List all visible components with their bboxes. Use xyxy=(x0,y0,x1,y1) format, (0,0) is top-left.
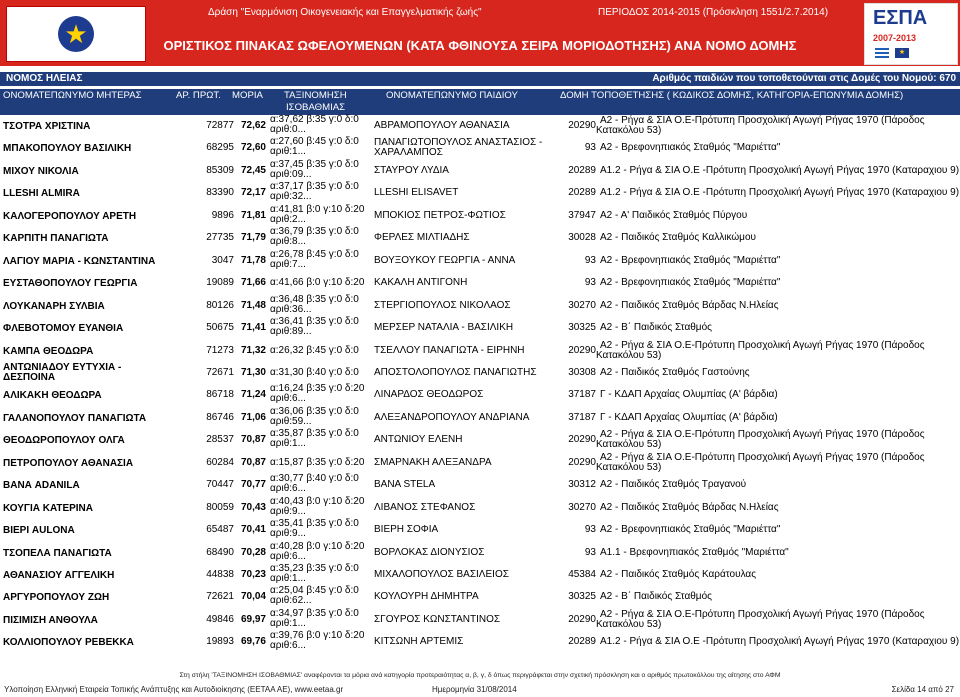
mother-name: ΒΑΝΑ ADANILA xyxy=(3,480,80,492)
table-row xyxy=(0,225,960,247)
mother-name: ΓΑΛΑΝΟΠΟΥΛΟΥ ΠΑΝΑΓΙΩΤΑ xyxy=(3,412,147,424)
eu-flag-icon: ★ xyxy=(895,48,909,58)
score: 70,41 xyxy=(240,524,266,536)
child-name: ΑΠΟΣΤΟΛΟΠΟΥΛΟΣ ΠΑΝΑΓΙΩΤΗΣ xyxy=(374,366,537,378)
tie-break-id: αριθ:62... xyxy=(270,595,312,607)
protocol-number: 65487 xyxy=(206,524,234,536)
structure-code: 20289 xyxy=(568,187,596,199)
child-name: ΑΝΤΩΝΙΟΥ ΕΛΕΝΗ xyxy=(374,434,463,446)
table-header xyxy=(0,89,960,115)
eu-emblem-logo xyxy=(6,6,146,62)
protocol-number: 60284 xyxy=(206,456,234,468)
table-row xyxy=(0,270,960,292)
tie-break-points: α:37,62 β:35 γ:0 δ:0 xyxy=(270,114,359,125)
tie-break-id: αριθ:6... xyxy=(270,640,306,652)
score: 71,30 xyxy=(240,366,266,378)
page-title: ΟΡΙΣΤΙΚΟΣ ΠΙΝΑΚΑΣ ΩΦΕΛΟΥΜΕΝΩΝ (ΚΑΤΑ ΦΘΙΝΟΥΣΑ ΣΕΙΡΑ ΜΟΡΙΟΔΟΤΗΣΗΣ) ΑΝΑ ΝΟΜΟ ΔΟΜΗΣ xyxy=(163,38,797,53)
page-footer xyxy=(0,684,960,697)
structure-code: 93 xyxy=(584,546,596,558)
child-name: ΜΕΡΣΕΡ ΝΑΤΑΛΙΑ - ΒΑΣΙΛΙΚΗ xyxy=(374,322,514,334)
score: 71,81 xyxy=(240,209,266,221)
child-name: ΣΜΑΡΝΑΚΗ ΑΛΕΞΑΝΔΡΑ xyxy=(374,456,492,468)
structure-code: 93 xyxy=(584,254,596,266)
child-name: ΒΑΝΑ STELA xyxy=(374,479,436,491)
structure-name: Α1.2 - Ρήγα & ΣΙΑ Ο.Ε -Πρότυπη Προσχολική Αγωγή Ρήγας 1970 (Καταραχιου 9) xyxy=(600,636,960,648)
structure-name: Α2 - Ρήγα & ΣΙΑ Ο.Ε-Πρότυπη Προσχολική Αγωγή Ρήγας 1970 (Πάροδος xyxy=(600,339,925,351)
child-name: ΑΒΡΑΜΟΠΟΥΛΟΥ ΑΘΑΝΑΣΙΑ xyxy=(374,120,510,131)
structure-name: Α2 - Ρήγα & ΣΙΑ Ο.Ε-Πρότυπη Προσχολική Αγωγή Ρήγας 1970 (Πάροδος xyxy=(600,429,925,441)
score: 70,87 xyxy=(240,456,266,468)
tie-break-points: α:31,30 β:40 γ:0 δ:0 xyxy=(270,366,359,378)
mother-name: ΚΟΥΓΙΑ ΚΑΤΕΡΙΝΑ xyxy=(3,502,94,514)
structure-name: Α2 - Παιδικός Σταθμός Βάρδας Ν.Ηλείας xyxy=(600,299,779,311)
structure-code: 37187 xyxy=(568,411,596,423)
mother-name: ΑΝΤΩΝΙΑΔΟΥ ΕΥΤΥΧΙΑ - xyxy=(3,361,122,373)
table-row xyxy=(0,607,960,629)
structure-name: Α2 - Ρήγα & ΣΙΑ Ο.Ε-Πρότυπη Προσχολική Αγωγή Ρήγας 1970 (Πάροδος xyxy=(600,451,925,463)
table-row xyxy=(0,338,960,360)
espa-logo xyxy=(864,3,958,65)
protocol-number: 86746 xyxy=(206,411,234,423)
table-row xyxy=(0,315,960,337)
structure-name: Α2 - Βρεφονηπιακός Σταθμός "Μαριέττα" xyxy=(600,277,781,289)
protocol-number: 19089 xyxy=(206,277,234,289)
table-row xyxy=(0,405,960,427)
structure-code: 37187 xyxy=(568,389,596,401)
structure-code: 20289 xyxy=(568,164,596,176)
structure-name: Α2 - Παιδικός Σταθμός Καλλικώμου xyxy=(600,232,756,244)
mother-name: ΛΟΥΚΑΝΑΡΗ ΣΥΛΒΙΑ xyxy=(3,300,105,312)
score: 71,79 xyxy=(240,232,266,244)
mother-name: LLESHI ALMIRA xyxy=(3,188,80,200)
child-name-cont: ΧΑΡΑΛΑΜΠΟΣ xyxy=(374,147,443,159)
protocol-number: 44838 xyxy=(206,569,234,580)
structure-name: Α2 - Β΄ Παιδικός Σταθμός xyxy=(600,591,712,603)
structure-code: 93 xyxy=(584,524,596,536)
child-name: ΚΑΚΑΛΗ ΑΝΤΙΓΟΝΗ xyxy=(374,277,468,289)
protocol-number: 68490 xyxy=(206,546,234,558)
col-child: ΟΝΟΜΑΤΕΠΩΝΥΜΟ ΠΑΙΔΙΟΥ xyxy=(386,90,518,101)
mother-name: ΜΠΑΚΟΠΟΥΛΟΥ ΒΑΣΙΛΙΚΗ xyxy=(3,143,132,155)
tie-break-points: α:26,32 β:45 γ:0 δ:0 xyxy=(270,344,359,356)
tie-break-id: αριθ:89... xyxy=(270,326,312,338)
table-row xyxy=(0,540,960,562)
table-row xyxy=(0,584,960,606)
tie-break-points: α:25,04 β:45 γ:0 δ:0 xyxy=(270,585,359,597)
table-row xyxy=(0,203,960,225)
tie-break-id: αριθ:32... xyxy=(270,191,312,203)
footer-date: Ημερομηνία 31/08/2014 xyxy=(432,685,517,694)
table-row xyxy=(0,495,960,517)
tie-break-id: αριθ:9... xyxy=(270,505,306,517)
child-name: ΒΟΡΛΟΚΑΣ ΔΙΟΝΥΣΙΟΣ xyxy=(374,546,485,558)
mother-name: ΦΛΕΒΟΤΟΜΟΥ ΕΥΑΝΘΙΑ xyxy=(3,323,124,335)
protocol-number: 9896 xyxy=(211,209,234,221)
structure-code: 30325 xyxy=(568,591,596,603)
tie-break-points: α:36,06 β:35 γ:0 δ:0 xyxy=(270,405,359,417)
child-name: ΒΙΕΡΗ ΣΟΦΙΑ xyxy=(374,524,439,536)
protocol-number: 70447 xyxy=(206,479,234,491)
mother-name: ΕΥΣΤΑΘΟΠΟΥΛΟΥ ΓΕΩΡΓΙΑ xyxy=(3,278,138,290)
protocol-number: 27735 xyxy=(206,232,234,244)
protocol-number: 49846 xyxy=(206,613,234,625)
table-row xyxy=(0,517,960,539)
tie-break-points: α:35,41 β:35 γ:0 δ:0 xyxy=(270,518,359,530)
mother-name: ΛΑΓΙΟΥ ΜΑΡΙΑ - ΚΩΝΣΤΑΝΤΙΝΑ xyxy=(3,255,156,267)
mother-name: ΑΡΓΥΡΟΠΟΥΛΟΥ ΖΩΗ xyxy=(3,592,110,604)
mother-name: ΠΙΣΙΜΙΣΗ ΑΝΘΟΥΛΑ xyxy=(3,614,98,626)
structure-name: Α2 - Παιδικός Σταθμός Γαστούνης xyxy=(600,366,750,378)
tie-break-id: αριθ:1... xyxy=(270,146,306,158)
score: 71,32 xyxy=(240,344,266,356)
table-row xyxy=(0,382,960,404)
placed-children-count: Αριθμός παιδιών που τοποθετούνται στις Δομές του Νομού: 670 xyxy=(652,73,956,84)
tie-break-id: αριθ:8... xyxy=(270,236,306,248)
mother-name: ΚΑΛΟΓΕΡΟΠΟΥΛΟΥ ΑΡΕΤΗ xyxy=(3,210,137,222)
structure-name: Α2 - Βρεφονηπιακός Σταθμός "Μαριέττα" xyxy=(600,142,781,154)
programme-title: Δράση "Εναρμόνιση Οικογενειακής και Επαγγελματικής ζωής" xyxy=(208,7,482,18)
structure-code: 20290 xyxy=(568,120,596,131)
child-name: ΣΤΕΡΓΙΟΠΟΥΛΟΣ ΝΙΚΟΛΑΟΣ xyxy=(374,299,511,311)
footer-implementer: Υλοποίηση Ελληνική Εταιρεία Τοπικής Ανάπτυξης και Αυτοδιοίκησης (ΕΕΤΑΑ ΑΕ), www.eetaa.gr xyxy=(4,685,344,694)
structure-code: 30270 xyxy=(568,299,596,311)
table-row xyxy=(0,562,960,584)
tie-break-points: α:37,17 β:35 γ:0 δ:0 xyxy=(270,181,359,193)
protocol-number: 71273 xyxy=(206,344,234,356)
structure-name: Α2 - Βρεφονηπιακός Σταθμός "Μαριέττα" xyxy=(600,254,781,266)
tie-break-id: αριθ:2... xyxy=(270,213,306,225)
child-name: ΜΠΟΚΙΟΣ ΠΕΤΡΟΣ-ΦΩΤΙΟΣ xyxy=(374,209,506,221)
child-name: ΣΓΟΥΡΟΣ ΚΩΝΣΤΑΝΤΙΝΟΣ xyxy=(374,613,501,625)
table-row xyxy=(0,248,960,270)
eu-star-icon: ★ xyxy=(58,16,94,52)
table-row xyxy=(0,180,960,202)
tie-break-points: α:15,87 β:35 γ:0 δ:20 xyxy=(270,456,365,468)
child-name: ΚΙΤΣΩΝΗ ΑΡΤΕΜΙΣ xyxy=(374,636,464,648)
table-row xyxy=(0,427,960,449)
structure-name: Γ - ΚΔΑΠ Αρχαίας Ολυμπίας (Α' βάρδια) xyxy=(600,389,778,401)
structure-name: Α2 - Παιδικός Σταθμός Βάρδας Ν.Ηλείας xyxy=(600,501,779,513)
score: 71,24 xyxy=(240,389,266,401)
structure-code: 20289 xyxy=(568,636,596,648)
col-score: ΜΟΡΙΑ xyxy=(232,90,263,101)
tie-break-points: α:27,60 β:45 γ:0 δ:0 xyxy=(270,136,359,148)
tie-break-points: α:35,23 β:35 γ:0 δ:0 xyxy=(270,563,359,574)
period-title: ΠΕΡΙΟΔΟΣ 2014-2015 (Πρόσκληση 1551/2.7.2014) xyxy=(598,7,829,18)
structure-code: 30270 xyxy=(568,501,596,513)
tie-break-points: α:30,77 β:40 γ:0 δ:0 xyxy=(270,473,359,485)
child-name: ΠΑΝΑΓΙΩΤΟΠΟΥΛΟΣ ΑΝΑΣΤΑΣΙΟΣ - xyxy=(374,137,543,149)
child-name: ΤΣΕΛΛΟΥ ΠΑΝΑΓΙΩΤΑ - ΕΙΡΗΝΗ xyxy=(374,344,525,356)
col-mother: ΟΝΟΜΑΤΕΠΩΝΥΜΟ ΜΗΤΕΡΑΣ xyxy=(3,90,142,101)
score: 72,60 xyxy=(240,142,266,154)
protocol-number: 72671 xyxy=(206,366,234,378)
structure-name: Α2 - Παιδικός Σταθμός Καράτουλας xyxy=(600,569,757,580)
table-row xyxy=(0,158,960,180)
col-structure: ΔΟΜΗ ΤΟΠΟΘΕΤΗΣΗΣ ( ΚΩΔΙΚΟΣ ΔΟΜΗΣ, ΚΑΤΗΓΟΡΙΑ-ΕΠΩΝΥΜΙΑ ΔΟΜΗΣ) xyxy=(560,90,904,101)
structure-name: Α2 - Βρεφονηπιακός Σταθμός "Μαριέττα" xyxy=(600,524,781,536)
mother-name: ΘΕΟΔΩΡΟΠΟΥΛΟΥ ΟΛΓΑ xyxy=(3,435,125,447)
protocol-number: 3047 xyxy=(211,254,234,266)
tie-break-points: α:16,24 β:35 γ:0 δ:20 xyxy=(270,383,365,395)
protocol-number: 72877 xyxy=(206,120,234,131)
structure-name: Α1.2 - Ρήγα & ΣΙΑ Ο.Ε -Πρότυπη Προσχολική Αγωγή Ρήγας 1970 (Καταραχιου 9) xyxy=(600,187,960,199)
child-name: ΚΟΥΛΟΥΡΗ ΔΗΜΗΤΡΑ xyxy=(374,591,479,603)
tie-break-id: αριθ:36... xyxy=(270,303,312,315)
score: 72,62 xyxy=(240,120,266,131)
score: 69,76 xyxy=(240,636,266,648)
tie-break-id: αριθ:9... xyxy=(270,528,306,540)
protocol-number: 85309 xyxy=(206,164,234,176)
structure-name: Γ - ΚΔΑΠ Αρχαίας Ολυμπίας (Α' βάρδια) xyxy=(600,411,778,423)
tie-break-points: α:36,41 β:35 γ:0 δ:0 xyxy=(270,316,359,328)
structure-code: 30308 xyxy=(568,366,596,378)
mother-name: ΤΣΟΠΕΛΑ ΠΑΝΑΓΙΩΤΑ xyxy=(3,547,112,559)
structure-code: 30325 xyxy=(568,322,596,334)
structure-name-cont: Κατακόλου 53) xyxy=(596,439,662,451)
child-name: ΛΙΝΑΡΔΟΣ ΘΕΟΔΩΡΟΣ xyxy=(374,389,484,401)
table-row xyxy=(0,472,960,494)
protocol-number: 72621 xyxy=(206,591,234,603)
structure-name-cont: Κατακόλου 53) xyxy=(596,349,662,361)
protocol-number: 50675 xyxy=(206,322,234,334)
structure-name-cont: Κατακόλου 53) xyxy=(596,125,662,136)
tie-break-id: αριθ:1... xyxy=(270,438,306,450)
footer-page: Σελίδα 14 από 27 xyxy=(891,685,954,694)
tie-break-points: α:41,81 β:0 γ:10 δ:20 xyxy=(270,203,365,215)
structure-code: 20290 xyxy=(568,434,596,446)
child-name: ΑΛΕΞΑΝΔΡΟΠΟΥΛΟΥ ΑΝΔΡΙΑΝΑ xyxy=(374,411,530,423)
structure-name: Α2 - Ρήγα & ΣΙΑ Ο.Ε-Πρότυπη Προσχολική Αγωγή Ρήγας 1970 (Πάροδος xyxy=(600,115,925,126)
tie-break-points: α:41,66 β:0 γ:10 δ:20 xyxy=(270,277,365,289)
structure-name: Α2 - Β΄ Παιδικός Σταθμός xyxy=(600,322,712,334)
structure-code: 20290 xyxy=(568,613,596,625)
mother-name: ΚΑΡΠΙΤΗ ΠΑΝΑΓΙΩΤΑ xyxy=(3,233,109,245)
tie-break-points: α:34,97 β:35 γ:0 δ:0 xyxy=(270,607,359,619)
protocol-number: 83390 xyxy=(206,187,234,199)
table-row xyxy=(0,450,960,472)
tie-break-id: αριθ:6... xyxy=(270,393,306,405)
tie-break-id: αριθ:59... xyxy=(270,415,312,427)
structure-name: Α2 - Παιδικός Σταθμός Τραγανού xyxy=(600,479,747,491)
protocol-number: 28537 xyxy=(206,434,234,446)
table-row xyxy=(0,113,960,135)
espa-years: 2007-2013 xyxy=(873,33,917,43)
structure-code: 45384 xyxy=(568,569,596,580)
structure-code: 93 xyxy=(584,142,596,154)
score: 72,45 xyxy=(240,164,266,176)
structure-code: 30028 xyxy=(568,232,596,244)
col-tax-line2: ΙΣΟΒΑΘΜΙΑΣ xyxy=(286,102,346,113)
tie-break-points: α:37,45 β:35 γ:0 δ:0 xyxy=(270,158,359,170)
tie-break-id: αριθ:6... xyxy=(270,483,306,495)
score: 71,06 xyxy=(240,411,266,423)
structure-code: 30312 xyxy=(568,479,596,491)
score: 71,78 xyxy=(240,254,266,266)
score: 69,97 xyxy=(240,613,266,625)
tie-break-points: α:40,28 β:0 γ:10 δ:20 xyxy=(270,540,365,552)
protocol-number: 19893 xyxy=(206,636,234,648)
score: 70,77 xyxy=(240,479,266,491)
prefecture-name: ΝΟΜΟΣ ΗΛΕΙΑΣ xyxy=(6,73,83,84)
score: 71,41 xyxy=(240,322,266,334)
protocol-number: 68295 xyxy=(206,142,234,154)
mother-name: ΜΙΧΟΥ ΝΙΚΟΛΙΑ xyxy=(3,165,79,177)
score: 70,04 xyxy=(240,591,266,603)
score: 70,87 xyxy=(240,434,266,446)
prefecture-bar xyxy=(0,72,960,86)
tie-break-points: α:36,48 β:35 γ:0 δ:0 xyxy=(270,293,359,305)
table-row xyxy=(0,135,960,157)
tie-break-points: α:40,43 β:0 γ:10 δ:20 xyxy=(270,495,365,507)
score: 71,66 xyxy=(240,277,266,289)
tie-break-id: αριθ:1... xyxy=(270,617,306,629)
tie-break-points: α:26,78 β:45 γ:0 δ:0 xyxy=(270,248,359,260)
score: 71,48 xyxy=(240,299,266,311)
mother-name: ΤΣΟΤΡΑ ΧΡΙΣΤΙΝΑ xyxy=(3,121,91,132)
mother-name: ΠΕΤΡΟΠΟΥΛΟΥ ΑΘΑΝΑΣΙΑ xyxy=(3,457,134,469)
child-name: LLESHI ELISAVET xyxy=(374,187,459,199)
score: 70,43 xyxy=(240,501,266,513)
mother-name: ΑΛΙΚΑΚΗ ΘΕΟΔΩΡΑ xyxy=(3,390,102,402)
table-row xyxy=(0,293,960,315)
mother-name-cont: ΔΕΣΠΟΙΝΑ xyxy=(3,371,56,383)
child-name: ΛΙΒΑΝΟΣ ΣΤΕΦΑΝΟΣ xyxy=(374,501,476,513)
score: 72,17 xyxy=(240,187,266,199)
child-name: ΒΟΥΞΟΥΚΟΥ ΓΕΩΡΓΙΑ - ΑΝΝΑ xyxy=(374,254,516,266)
structure-name: Α2 - Α' Παιδικός Σταθμός Πύργου xyxy=(600,209,748,221)
col-tax-line1: ΤΑΞΙΝΟΜΗΣΗ xyxy=(284,90,347,101)
child-name: ΣΤΑΥΡΟΥ ΛΥΔΙΑ xyxy=(374,164,449,176)
espa-word: ΕΣΠΑ xyxy=(873,7,928,29)
footnote: Στη στήλη 'ΤΑΞΙΝΟΜΗΣΗ ΙΣΟΒΑΘΜΙΑΣ' αναφέρονται τα μόρια ανά κατηγορία προτεραιότητας α, β, γ, δ όπως περιγράφεται στην σχετική πρόσκληση και ο αριθμός πρωτοκόλλου της αίτησης στο ΑΦΜ xyxy=(179,672,781,679)
structure-name: Α1.2 - Ρήγα & ΣΙΑ Ο.Ε -Πρότυπη Προσχολική Αγωγή Ρήγας 1970 (Καταραχιου 9) xyxy=(600,164,960,176)
table-row xyxy=(0,360,960,382)
structure-name: Α1.1 - Βρεφονηπιακός Σταθμός "Μαριέττα" xyxy=(600,546,789,558)
tie-break-id: αριθ:6... xyxy=(270,550,306,562)
structure-name: Α2 - Ρήγα & ΣΙΑ Ο.Ε-Πρότυπη Προσχολική Αγωγή Ρήγας 1970 (Πάροδος xyxy=(600,608,925,620)
tie-break-id: αριθ:1... xyxy=(270,573,306,584)
child-name: ΜΙΧΑΛΟΠΟΥΛΟΣ ΒΑΣΙΛΕΙΟΣ xyxy=(374,569,509,580)
structure-code: 93 xyxy=(584,277,596,289)
mother-name: ΒΙΕΡΙ AULONA xyxy=(3,525,75,537)
tie-break-points: α:36,79 β:35 γ:0 δ:0 xyxy=(270,226,359,238)
tie-break-id: αριθ:09... xyxy=(270,168,312,180)
structure-code: 20290 xyxy=(568,456,596,468)
child-name: ΦΕΡΛΕΣ ΜΙΛΤΙΑΔΗΣ xyxy=(374,232,470,244)
protocol-number: 86718 xyxy=(206,389,234,401)
structure-name-cont: Κατακόλου 53) xyxy=(596,461,662,473)
structure-name-cont: Κατακόλου 53) xyxy=(596,618,662,630)
structure-code: 37947 xyxy=(568,209,596,221)
tie-break-points: α:39,76 β:0 γ:10 δ:20 xyxy=(270,630,365,642)
protocol-number: 80126 xyxy=(206,299,234,311)
mother-name: ΑΘΑΝΑΣΙΟΥ ΑΓΓΕΛΙΚΗ xyxy=(3,570,115,581)
top-banner xyxy=(0,0,960,66)
tie-break-points: α:35,87 β:35 γ:0 δ:0 xyxy=(270,428,359,440)
col-prot: ΑΡ. ΠΡΩΤ. xyxy=(176,90,221,101)
score: 70,28 xyxy=(240,546,266,558)
mother-name: ΚΟΛΛΙΟΠΟΥΛΟΥ ΡΕΒΕΚΚΑ xyxy=(3,637,134,649)
mother-name: ΚΑΜΠΑ ΘΕΟΔΩΡΑ xyxy=(3,345,94,357)
score: 70,23 xyxy=(240,569,266,580)
tie-break-id: αριθ:0... xyxy=(270,124,306,135)
tie-break-id: αριθ:7... xyxy=(270,258,306,270)
table-row xyxy=(0,629,960,651)
structure-code: 20290 xyxy=(568,344,596,356)
protocol-number: 80059 xyxy=(206,501,234,513)
